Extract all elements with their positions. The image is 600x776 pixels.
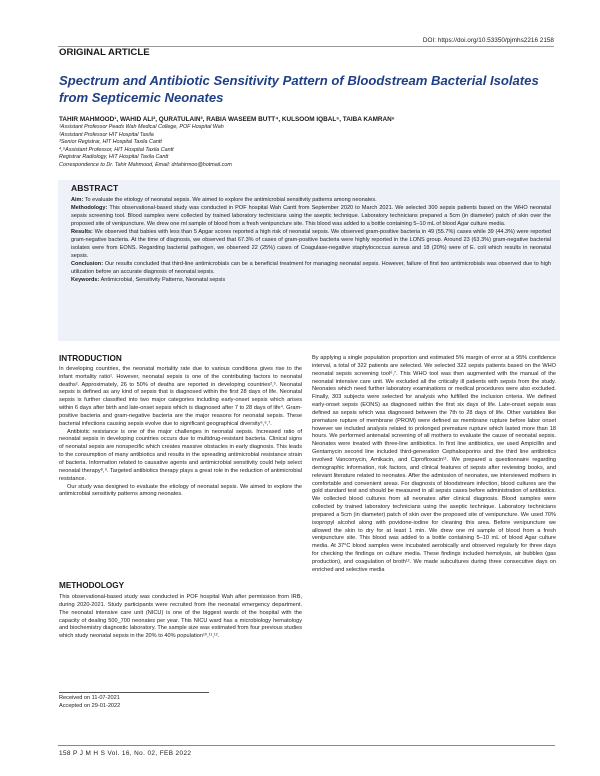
methodology-paragraph: This observational-based study was conducted in POF hospital Wah after permission from IRB, during 2020-2021. Study participants were recruited from the neonatal emergency department. The neonatal intensive care unit (NICU) is one of the biggest wards of the hospital with the capacity of dealing 500_700 neonates per year. This NICU ward has a microbiology hematology and biochemistry diagnostic laboratory. The sample size was estimated from four previous studies which study neonatal sepsis in the 20% to 40% population¹⁰,¹¹,¹².: [59, 594, 302, 640]
affiliations: [59, 124, 529, 170]
abstract-conclusion: [71, 260, 551, 276]
article-type-label: ORIGINAL ARTICLE: [59, 47, 150, 58]
footer-divider: [58, 745, 555, 746]
affiliation-line: ²Assistant Professor HIT Hospital Taxila: [59, 131, 154, 138]
received-date: Received on 11-07-2021: [59, 695, 120, 701]
affiliation-line: ⁴,⁵Assistant Professor, HIT Hospital Taxila Cantt: [59, 146, 174, 153]
author-list: TAHIR MAHMOOD¹, WAHID ALI², QURATULAIN³, RABIA WASEEM BUTT⁴, KULSOOM IQBAL⁵, TAIBA KAMRAN⁶: [59, 116, 395, 123]
introduction-section: [59, 355, 302, 499]
abstract-aim: [71, 196, 551, 204]
abstract-results: [71, 228, 551, 260]
introduction-heading: INTRODUCTION: [59, 354, 122, 363]
methodology-continued: [312, 355, 556, 575]
affiliation-line: ¹Assistant Professor Peads Wah Medical College, POF Hospital Wah: [59, 124, 224, 130]
introduction-paragraph: Our study was designed to evaluate the etiology of neonatal sepsis. We aimed to explore the antimicrobial sensitivity patterns among neonates.: [59, 483, 302, 498]
methodology-heading: METHODOLOGY: [59, 581, 125, 590]
results-text: We observed that babies with less than 5 Apgar scores reported a high risk of neonatal sepsis. We observed gram-positive bacteria in 49 (55.7%) cases while 39 (44.3%) were reported gram-negative bacteria. At the time of diagnosis, we observed that 67.3% of cases of gram-positive bacteria were highly reported in the LONS group. Around 23 (63.3%) gram-negative bacterial isolates were from EONS. Regarding bacterial pathogen, we observed 22 (25%) cases of Coagulase-negative staphylococcus aureus and 18 (20%) were of E. coli which results in neonatal sepsis.: [71, 229, 552, 260]
affiliation-line: Registrar Radiology, HIT Hospital Taxila Cantt: [59, 154, 169, 161]
results-label: Results:: [71, 229, 93, 236]
keywords-text: Antimicrobial, Sensitivity Patterns, Neonatal sepsis: [100, 277, 226, 284]
accepted-date: Accepted on 29-01-2022: [59, 702, 121, 709]
dates-divider: [59, 692, 209, 693]
aim-label: Aim:: [71, 197, 84, 203]
paper-title: Spectrum and Antibiotic Sensitivity Pattern of Bloodstream Bacterial Isolates from Septicemic Neonates: [59, 73, 539, 105]
correspondence-line: Correspondence to Dr. Tahir Mahmood, Email: drtahirmoo@hotmail.com: [59, 161, 232, 168]
page-footer: 158 P J M H S Vol. 16, No. 02, FEB 2022: [59, 750, 192, 757]
submission-dates: [59, 695, 120, 711]
keywords-label: Keywords:: [71, 277, 100, 284]
methodology-label: Methodology:: [71, 205, 108, 212]
introduction-paragraph: In developing countries, the neonatal mortality rate due to various conditions gives rise to the infant mortality ratio¹. However, neonatal sepsis is one of the contributing factors to neonatal deaths². Approximately, 26 to 50% of deaths are reported in developing countries²,³. Neonatal sepsis is defined as any kind of sepsis that is diagnosed within the first 28 days of life. Neonatal sepsis is further classified into two major categories including early-onset sepsis which arises within 6 days after birth and late-onset sepsis which is diagnosed after 7 to 28 days of life⁴. Gram-positive bacteria and gram-negative bacteria are the major reasons for neonatal sepsis. These bacterial infections causing sepsis evolve due to significant geographical diversity⁵,⁶,⁷.: [59, 365, 302, 427]
methodology-paragraph: By applying a single population proportion and estimated 5% margin of error at a 95% confidence interval, a total of 322 patients are selected. We selected 322 sepsis patients based on the WHO neonatal sepsis screening tool⁶,⁷. This WHO tool was then augmented with the manual of the neonatal intensive care unit. We excluded all the critically ill patients with sepsis from the study. Neonates which need further laboratory examinations or medical procedures were also excluded. Finally, 303 subjects were selected for analysis who fulfilled the inclusion criteria. We defined early-onset sepsis (EONS) as diagnosed within the first six days of life. Late-onset sepsis was defined as sepsis which was diagnosed between the 7th to 28 days of life. Other variables like premature rupture of membrane (PROM) were defined as membrane rupture before labor onset however we included analysis related to prolonged premature rupture which lasted more than 18 hours. We performed antenatal screening of all mothers to evaluate the cause of neonatal sepsis. Neonates were treated with three-line antibiotics. In first line antibiotics, we used Ampicillin and Gentamycin second line included third-generation Cephalosporins and the third line antibiotics involved Vancomycin, Amikacin, and Ciprofloxacin¹¹. We prepared a questionnaire regarding demographic information, risk factors, and clinical features of sepsis after reviewing books, and relevant literature related to neonates. After the admission of neonates, we interviewed mothers in comfortable and convenient areas. For diagnosis of bloodstream infection, blood cultures are the gold standard test and should be measured in all sepsis cases before administration of antibiotics. We collected blood cultures from all neonates after clinical diagnosis. Blood samples were collected by trained laboratory technicians using the aseptic technique. Laboratory technicians prepared a 5cm (in diameter) patch of skin over the proposed site of venipuncture. We used 70% isopropyl alcohol along with povidone-iodine for cleaning this area. Before venipuncture we allowed the skin to dry for at least 1 min. We drew one ml sample of blood from a fresh venipuncture site. This blood was added to a bottle containing 5–10 mL of blood Agar culture media. At 37°C blood samples were incubated aerobically and observed regularly for three days for checking the findings on culture media. These findings included hemolysis, air bubbles (gas production), and coagulation of broth¹². We made subcultures during three consecutive days on enriched and selective media: [312, 355, 556, 573]
methodology-section: [59, 594, 302, 641]
abstract-keywords: [71, 276, 551, 284]
abstract-body: [71, 196, 551, 285]
abstract-heading: ABSTRACT: [71, 183, 119, 193]
aim-text: To evaluate the etiology of neonatal sepsis. We aimed to explore the antimicrobial sensitivity patterns among neonates.: [84, 197, 377, 203]
abstract-methodology: [71, 204, 551, 228]
conclusion-text: Our results concluded that third-line antimicrobials can be a beneficial treatment for managing neonatal sepsis. However, failure of first two antimicrobials was observed due to high utilization before an accurate diagnosis of neonatal sepsis.: [71, 261, 551, 276]
introduction-paragraph: Antibiotic resistance is one of the major challenges in neonatal sepsis. Increased ratio of neonatal sepsis in developing countries occurs due to multidrug-resistant bacteria. Clinical signs of neonatal sepsis are nonspecific which creates massive obstacles in early diagnosis. This leads to the consumption of many antibiotics and results in the spreading antimicrobial resistance strain of bacteria. Information related to causative agents and antimicrobial sensitivity could help select neonatal therapy⁸,⁹. Targeted antibiotics therapy plays a great role in the reduction of antimicrobial resistance.: [59, 428, 302, 482]
conclusion-label: Conclusion:: [71, 261, 104, 268]
methodology-text: This observational-based study was conducted in POF hospital Wah Cantt from September 2020 to March 2021. We selected 300 sepsis patients based on the WHO neonatal sepsis screening tool. Blood samples were collected by trained laboratory technicians using the aseptic technique. Laboratory technicians prepared a 5cm (in diameter) patch of skin over the proposed site of venipuncture. We drew one ml sample of blood from a fresh venipuncture site. This blood was added to a bottle containing 5–10 mL of blood Agar culture media.: [71, 205, 551, 228]
affiliation-line: ³Senior Registrar, HIT Hospital Taxila Cantt: [59, 139, 162, 146]
doi-link[interactable]: DOI: https://doi.org/10.53350/pjmhs2216 2158: [422, 37, 554, 44]
